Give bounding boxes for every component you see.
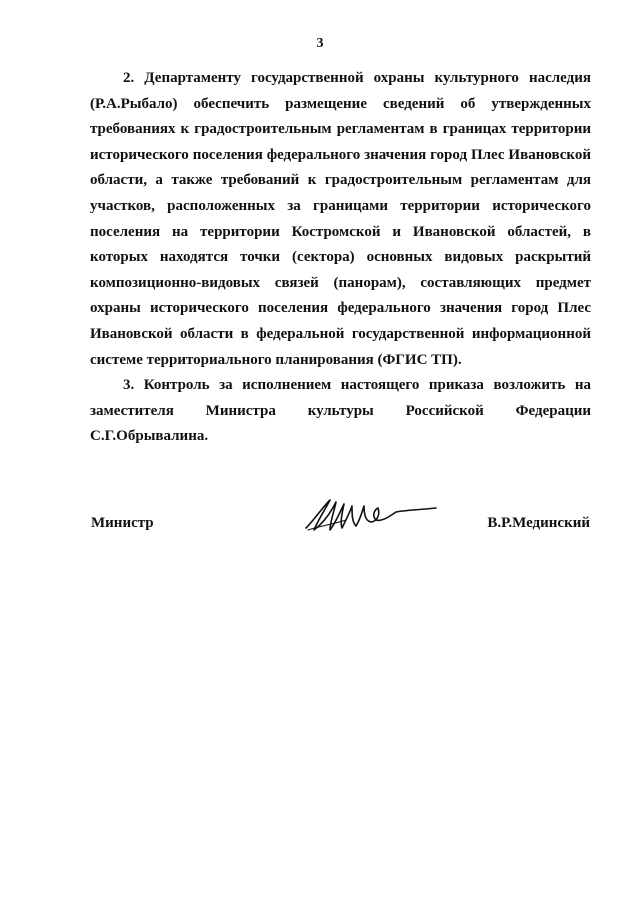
paragraph-3: 3. Контроль за исполнением настоящего приказа возложить на заместителя Министра культуры Российской Федерации С.Г.Обрывалина. <box>90 377 591 445</box>
paragraph-2: 2. Департаменту государственной охраны культурного наследия (Р.А.Рыбало) обеспечить размещение сведений об утвержденных требованиях к градостроительным регламентам в границах территории исторического поселения федерального значения город Плес Ивановской области, а также требований к градостроительным регламентам для участков, расположенных за границами территории исторического поселения на территории Костромской и Ивановской областей, в которых находятся точки (сектора) основных видовых раскрытий композиционно-видовых связей (панорам), составляющих предмет охраны исторического поселения федерального значения город Плес Ивановской области в федеральной государственной информационной системе территориального планирования (ФГИС ТП). <box>90 70 591 368</box>
page-number: 3 <box>316 36 324 51</box>
document-body <box>90 66 591 450</box>
handwritten-signature <box>300 490 440 538</box>
signatory-name: В.Р.Мединский <box>487 515 590 531</box>
signatory-title: Министр <box>91 515 154 531</box>
